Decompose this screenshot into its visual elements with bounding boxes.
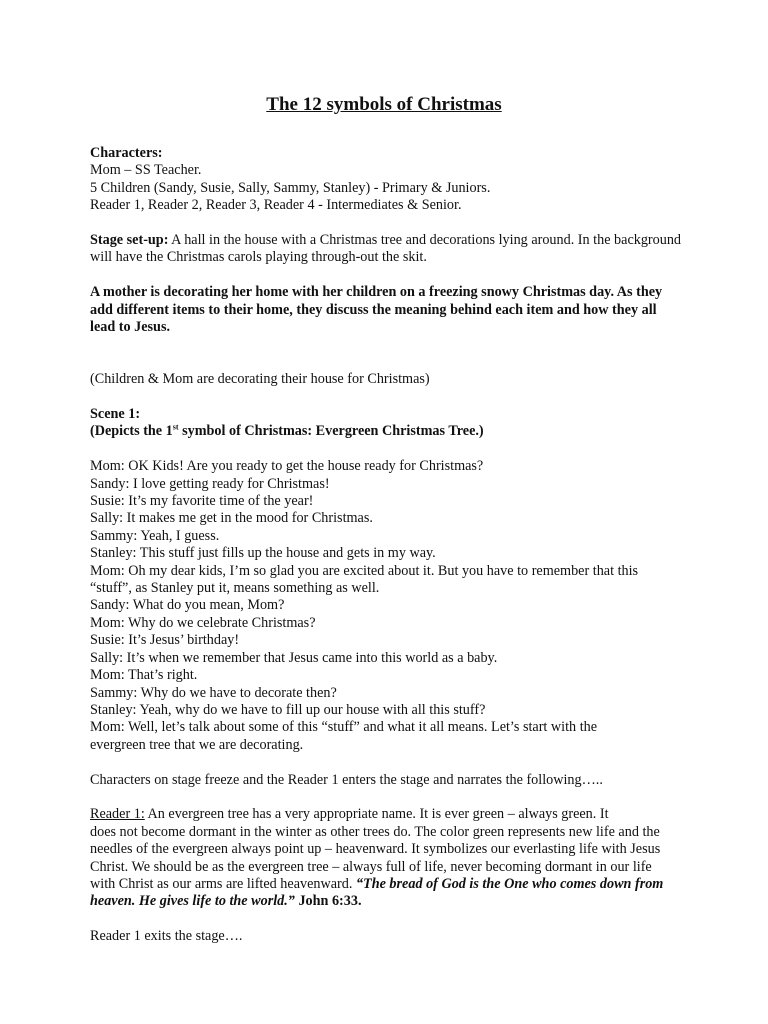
stage-setup-label: Stage set-up: [90,232,169,249]
narration-line: Christ. We should be as the evergreen tree – always full of life, never becoming dormant in our life [90,858,652,875]
dialogue-line: Sally: It makes me get in the mood for Christmas. [90,510,373,527]
exit-direction: Reader 1 exits the stage…. [90,928,243,945]
scene-heading: Scene 1: [90,406,141,423]
dialogue-line: Sally: It’s when we remember that Jesus came into this world as a baby. [90,649,498,666]
dialogue-line: evergreen tree that we are decorating. [90,736,304,753]
stage-setup-text: will have the Christmas carols playing through-out the skit. [90,249,427,266]
bible-quote: heaven. He gives life to the world.” [90,893,295,910]
bible-quote: “The bread of God is the One who comes down from [355,875,664,892]
character-line: 5 Children (Sandy, Susie, Sally, Sammy, Stanley) - Primary & Juniors. [90,179,491,196]
reader-1-label: Reader 1: [90,806,145,823]
dialogue-line: Susie: It’s my favorite time of the year! [90,493,314,510]
dialogue-line: Susie: It’s Jesus’ birthday! [90,632,240,649]
scene-description: (Depicts the 1st symbol of Christmas: Evergreen Christmas Tree.) [90,422,484,440]
dialogue-block [90,458,690,754]
dialogue-line: Mom: OK Kids! Are you ready to get the house ready for Christmas? [90,458,484,475]
dialogue-line: Sandy: What do you mean, Mom? [90,597,285,614]
dialogue-line: Sandy: I love getting ready for Christmas! [90,475,330,492]
bible-reference: John 6:33. [294,893,362,910]
page-title: The 12 symbols of Christmas [266,94,502,115]
character-line: Mom – SS Teacher. [90,162,202,179]
intro-paragraph-line: add different items to their home, they discuss the meaning behind each item and how they all [90,301,657,318]
dialogue-line: “stuff”, as Stanley put it, means something as well. [90,580,380,597]
stage-direction: (Children & Mom are decorating their house for Christmas) [90,371,430,388]
dialogue-line: Mom: That’s right. [90,667,198,684]
character-line: Reader 1, Reader 2, Reader 3, Reader 4 - Intermediates & Senior. [90,197,462,214]
dialogue-line: Stanley: Yeah, why do we have to fill up our house with all this stuff? [90,701,486,718]
dialogue-line: Mom: Oh my dear kids, I’m so glad you are excited about it. But you have to remember that this [90,562,639,579]
narration-line: does not become dormant in the winter as other trees do. The color green represents new life and the [90,823,660,840]
narration-line: needles of the evergreen always point up – heavenward. It symbolizes our everlasting life with Jesus [90,841,661,858]
dialogue-line: Stanley: This stuff just fills up the house and gets in my way. [90,545,436,562]
stage-setup-line [90,232,690,249]
dialogue-line: Sammy: Why do we have to decorate then? [90,684,337,701]
document-body [90,145,690,946]
stage-setup-text: A hall in the house with a Christmas tree and decorations lying around. In the background [168,232,682,249]
intro-paragraph-line: lead to Jesus. [90,319,171,336]
dialogue-line: Sammy: Yeah, I guess. [90,527,220,544]
freeze-direction: Characters on stage freeze and the Reader 1 enters the stage and narrates the following….. [90,771,603,788]
dialogue-line: Mom: Why do we celebrate Christmas? [90,614,316,631]
characters-heading: Characters: [90,145,163,161]
dialogue-line: Mom: Well, let’s talk about some of this “stuff” and what it all means. Let’s start with the [90,719,598,736]
intro-paragraph-line: A mother is decorating her home with her children on a freezing snowy Christmas day. As they [90,284,663,301]
reader-1-narration: Reader 1: An evergreen tree has a very appropriate name. It is ever green – always green. It does not become dormant in the winter as other trees do. The color green represents new life and the needles of the evergreen always point up – heavenward. It symbolizes our everlasting life with Jesus Christ. We should be as the evergreen tree – always full of life, never becoming dormant in our life with Christ as our arms are lifted heavenward. “The bread of God is the One who comes down from heaven. He gives life to the world.” John 6:33. [90,806,690,910]
